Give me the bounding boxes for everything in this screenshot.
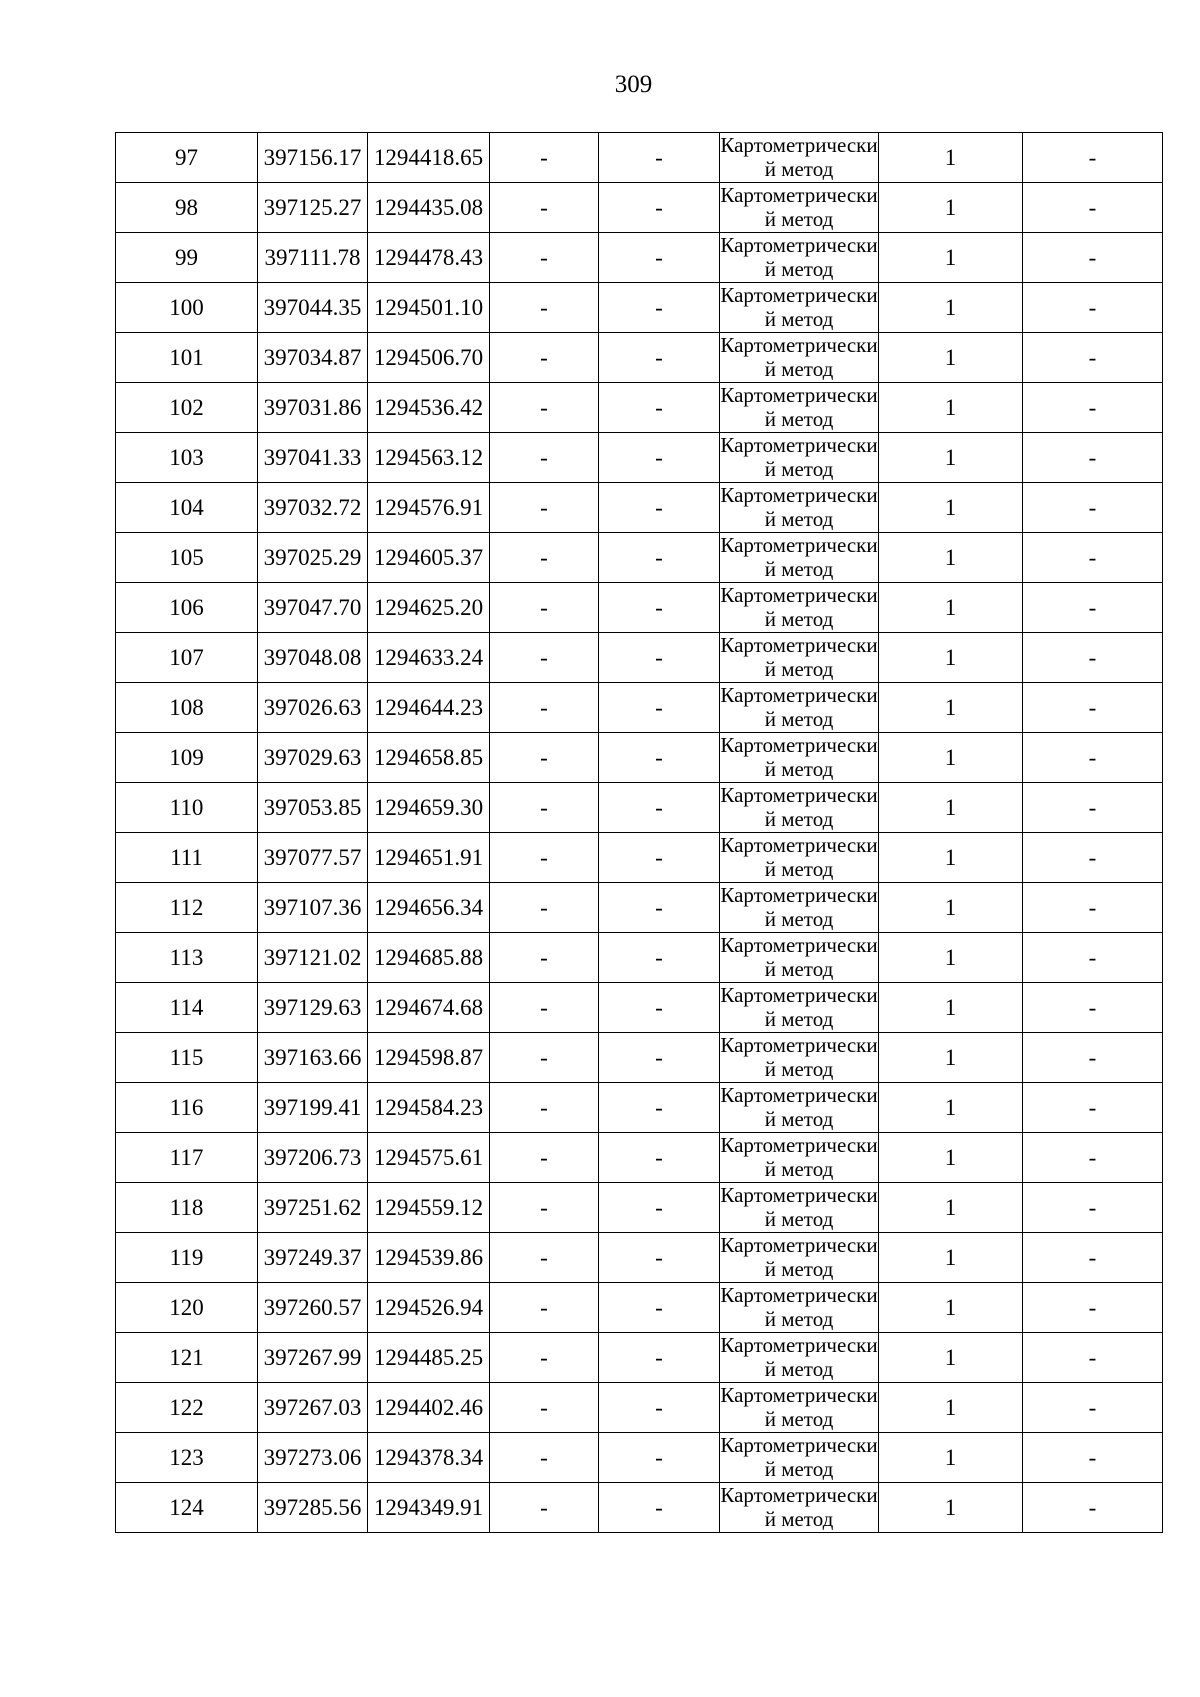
point-number-cell: 97 [116, 133, 258, 183]
column-8-cell: - [1023, 1083, 1163, 1133]
point-number-cell: 115 [116, 1033, 258, 1083]
table-row [116, 783, 1163, 833]
column-5-cell: - [599, 283, 720, 333]
method-cell: Картометрический метод [720, 333, 878, 381]
table-row [116, 1433, 1163, 1483]
point-number-cell: 114 [116, 983, 258, 1033]
column-4-cell: - [490, 183, 599, 233]
column-5-cell: - [599, 533, 720, 583]
method-cell: Картометрический метод [720, 583, 878, 631]
column-4-cell: - [490, 383, 599, 433]
column-4-cell: - [490, 1183, 599, 1233]
y-coordinate-cell: 1294349.91 [368, 1483, 490, 1533]
method-cell: Картометрический метод [720, 1233, 878, 1281]
column-4-cell: - [490, 583, 599, 633]
point-number-cell: 110 [116, 783, 258, 833]
column-4-cell: - [490, 733, 599, 783]
point-number-cell: 98 [116, 183, 258, 233]
column-7-cell: 1 [879, 1333, 1023, 1383]
x-coordinate-cell: 397053.85 [258, 783, 368, 833]
x-coordinate-cell: 397111.78 [258, 233, 368, 283]
y-coordinate-cell: 1294536.42 [368, 383, 490, 433]
point-number-cell: 111 [116, 833, 258, 883]
column-7-cell: 1 [879, 183, 1023, 233]
method-cell: Картометрический метод [720, 1283, 878, 1331]
point-number-cell: 118 [116, 1183, 258, 1233]
column-4-cell: - [490, 1283, 599, 1333]
column-8-cell: - [1023, 1033, 1163, 1083]
y-coordinate-cell: 1294402.46 [368, 1383, 490, 1433]
column-7-cell: 1 [879, 1083, 1023, 1133]
column-7-cell: 1 [879, 433, 1023, 483]
x-coordinate-cell: 397032.72 [258, 483, 368, 533]
method-cell: Картометрический метод [720, 1183, 878, 1231]
x-coordinate-cell: 397048.08 [258, 633, 368, 683]
point-number-cell: 116 [116, 1083, 258, 1133]
column-7-cell: 1 [879, 283, 1023, 333]
table-row [116, 133, 1163, 183]
column-8-cell: - [1023, 283, 1163, 333]
column-4-cell: - [490, 1333, 599, 1383]
method-cell: Картометрический метод [720, 833, 878, 881]
column-5-cell: - [599, 1083, 720, 1133]
column-8-cell: - [1023, 783, 1163, 833]
y-coordinate-cell: 1294478.43 [368, 233, 490, 283]
table-row [116, 1033, 1163, 1083]
x-coordinate-cell: 397125.27 [258, 183, 368, 233]
table-row [116, 433, 1163, 483]
x-coordinate-cell: 397026.63 [258, 683, 368, 733]
table-row [116, 483, 1163, 533]
column-7-cell: 1 [879, 1233, 1023, 1283]
y-coordinate-cell: 1294526.94 [368, 1283, 490, 1333]
x-coordinate-cell: 397267.99 [258, 1333, 368, 1383]
column-5-cell: - [599, 333, 720, 383]
method-cell: Картометрический метод [720, 933, 878, 981]
x-coordinate-cell: 397031.86 [258, 383, 368, 433]
point-number-cell: 121 [116, 1333, 258, 1383]
column-7-cell: 1 [879, 833, 1023, 883]
method-cell: Картометрический метод [720, 783, 878, 831]
column-4-cell: - [490, 333, 599, 383]
y-coordinate-cell: 1294685.88 [368, 933, 490, 983]
point-number-cell: 101 [116, 333, 258, 383]
column-7-cell: 1 [879, 733, 1023, 783]
column-5-cell: - [599, 1183, 720, 1233]
x-coordinate-cell: 397034.87 [258, 333, 368, 383]
x-coordinate-cell: 397044.35 [258, 283, 368, 333]
coordinates-table [115, 132, 1163, 1533]
column-7-cell: 1 [879, 583, 1023, 633]
y-coordinate-cell: 1294656.34 [368, 883, 490, 933]
column-5-cell: - [599, 783, 720, 833]
x-coordinate-cell: 397129.63 [258, 983, 368, 1033]
method-cell: Картометрический метод [720, 1033, 878, 1081]
column-5-cell: - [599, 833, 720, 883]
column-4-cell: - [490, 233, 599, 283]
column-5-cell: - [599, 1283, 720, 1333]
method-cell: Картометрический метод [720, 1083, 878, 1131]
coordinates-table-body [116, 133, 1163, 1533]
point-number-cell: 106 [116, 583, 258, 633]
y-coordinate-cell: 1294539.86 [368, 1233, 490, 1283]
table-row [116, 1483, 1163, 1533]
point-number-cell: 123 [116, 1433, 258, 1483]
column-7-cell: 1 [879, 483, 1023, 533]
method-cell: Картометрический метод [720, 883, 878, 931]
y-coordinate-cell: 1294584.23 [368, 1083, 490, 1133]
method-cell: Картометрический метод [720, 1383, 878, 1431]
column-4-cell: - [490, 1033, 599, 1083]
method-cell: Картометрический метод [720, 1433, 878, 1481]
column-7-cell: 1 [879, 1183, 1023, 1233]
column-7-cell: 1 [879, 533, 1023, 583]
column-8-cell: - [1023, 733, 1163, 783]
x-coordinate-cell: 397077.57 [258, 833, 368, 883]
point-number-cell: 120 [116, 1283, 258, 1333]
column-5-cell: - [599, 733, 720, 783]
point-number-cell: 122 [116, 1383, 258, 1433]
column-5-cell: - [599, 1383, 720, 1433]
point-number-cell: 124 [116, 1483, 258, 1533]
table-row [116, 983, 1163, 1033]
column-7-cell: 1 [879, 383, 1023, 433]
column-5-cell: - [599, 583, 720, 633]
table-row [116, 1383, 1163, 1433]
y-coordinate-cell: 1294559.12 [368, 1183, 490, 1233]
y-coordinate-cell: 1294674.68 [368, 983, 490, 1033]
column-5-cell: - [599, 183, 720, 233]
column-8-cell: - [1023, 583, 1163, 633]
column-8-cell: - [1023, 1383, 1163, 1433]
method-cell: Картометрический метод [720, 133, 878, 181]
x-coordinate-cell: 397206.73 [258, 1133, 368, 1183]
column-4-cell: - [490, 133, 599, 183]
column-8-cell: - [1023, 383, 1163, 433]
column-7-cell: 1 [879, 1383, 1023, 1433]
column-8-cell: - [1023, 333, 1163, 383]
column-4-cell: - [490, 683, 599, 733]
x-coordinate-cell: 397025.29 [258, 533, 368, 583]
column-7-cell: 1 [879, 1033, 1023, 1083]
column-8-cell: - [1023, 883, 1163, 933]
column-5-cell: - [599, 133, 720, 183]
y-coordinate-cell: 1294651.91 [368, 833, 490, 883]
column-8-cell: - [1023, 633, 1163, 683]
method-cell: Картометрический метод [720, 483, 878, 531]
x-coordinate-cell: 397199.41 [258, 1083, 368, 1133]
column-4-cell: - [490, 533, 599, 583]
column-7-cell: 1 [879, 683, 1023, 733]
point-number-cell: 104 [116, 483, 258, 533]
y-coordinate-cell: 1294625.20 [368, 583, 490, 633]
column-5-cell: - [599, 1033, 720, 1083]
column-7-cell: 1 [879, 333, 1023, 383]
x-coordinate-cell: 397029.63 [258, 733, 368, 783]
table-row [116, 583, 1163, 633]
point-number-cell: 107 [116, 633, 258, 683]
column-8-cell: - [1023, 1283, 1163, 1333]
y-coordinate-cell: 1294485.25 [368, 1333, 490, 1383]
method-cell: Картометрический метод [720, 1333, 878, 1381]
table-row [116, 883, 1163, 933]
column-8-cell: - [1023, 183, 1163, 233]
column-4-cell: - [490, 1483, 599, 1533]
column-8-cell: - [1023, 833, 1163, 883]
column-4-cell: - [490, 483, 599, 533]
point-number-cell: 119 [116, 1233, 258, 1283]
y-coordinate-cell: 1294605.37 [368, 533, 490, 583]
point-number-cell: 113 [116, 933, 258, 983]
column-7-cell: 1 [879, 1283, 1023, 1333]
column-5-cell: - [599, 383, 720, 433]
y-coordinate-cell: 1294506.70 [368, 333, 490, 383]
x-coordinate-cell: 397251.62 [258, 1183, 368, 1233]
method-cell: Картометрический метод [720, 233, 878, 281]
y-coordinate-cell: 1294418.65 [368, 133, 490, 183]
column-7-cell: 1 [879, 633, 1023, 683]
column-8-cell: - [1023, 1233, 1163, 1283]
method-cell: Картометрический метод [720, 983, 878, 1031]
column-4-cell: - [490, 883, 599, 933]
table-row [116, 1233, 1163, 1283]
table-row [116, 633, 1163, 683]
x-coordinate-cell: 397107.36 [258, 883, 368, 933]
column-8-cell: - [1023, 1433, 1163, 1483]
table-row [116, 233, 1163, 283]
x-coordinate-cell: 397260.57 [258, 1283, 368, 1333]
method-cell: Картометрический метод [720, 283, 878, 331]
table-row [116, 933, 1163, 983]
x-coordinate-cell: 397249.37 [258, 1233, 368, 1283]
table-row [116, 1183, 1163, 1233]
column-5-cell: - [599, 1433, 720, 1483]
column-5-cell: - [599, 1483, 720, 1533]
table-row [116, 533, 1163, 583]
column-4-cell: - [490, 1233, 599, 1283]
column-5-cell: - [599, 483, 720, 533]
y-coordinate-cell: 1294563.12 [368, 433, 490, 483]
point-number-cell: 99 [116, 233, 258, 283]
column-4-cell: - [490, 1433, 599, 1483]
table-row [116, 733, 1163, 783]
column-8-cell: - [1023, 483, 1163, 533]
table-row [116, 1083, 1163, 1133]
column-8-cell: - [1023, 133, 1163, 183]
method-cell: Картометрический метод [720, 183, 878, 231]
column-8-cell: - [1023, 1333, 1163, 1383]
y-coordinate-cell: 1294633.24 [368, 633, 490, 683]
column-7-cell: 1 [879, 233, 1023, 283]
column-4-cell: - [490, 283, 599, 333]
column-4-cell: - [490, 1383, 599, 1433]
point-number-cell: 105 [116, 533, 258, 583]
column-7-cell: 1 [879, 783, 1023, 833]
table-row [116, 833, 1163, 883]
point-number-cell: 109 [116, 733, 258, 783]
page-number: 309 [614, 71, 653, 98]
method-cell: Картометрический метод [720, 633, 878, 681]
column-8-cell: - [1023, 533, 1163, 583]
table-row [116, 383, 1163, 433]
column-8-cell: - [1023, 233, 1163, 283]
point-number-cell: 108 [116, 683, 258, 733]
column-7-cell: 1 [879, 983, 1023, 1033]
x-coordinate-cell: 397163.66 [258, 1033, 368, 1083]
column-4-cell: - [490, 933, 599, 983]
method-cell: Картометрический метод [720, 1483, 878, 1531]
column-5-cell: - [599, 433, 720, 483]
method-cell: Картометрический метод [720, 733, 878, 781]
x-coordinate-cell: 397121.02 [258, 933, 368, 983]
column-8-cell: - [1023, 1183, 1163, 1233]
y-coordinate-cell: 1294576.91 [368, 483, 490, 533]
point-number-cell: 103 [116, 433, 258, 483]
x-coordinate-cell: 397267.03 [258, 1383, 368, 1433]
column-8-cell: - [1023, 1483, 1163, 1533]
column-5-cell: - [599, 883, 720, 933]
y-coordinate-cell: 1294575.61 [368, 1133, 490, 1183]
x-coordinate-cell: 397041.33 [258, 433, 368, 483]
y-coordinate-cell: 1294435.08 [368, 183, 490, 233]
column-8-cell: - [1023, 683, 1163, 733]
column-5-cell: - [599, 1333, 720, 1383]
column-8-cell: - [1023, 433, 1163, 483]
table-row [116, 333, 1163, 383]
x-coordinate-cell: 397047.70 [258, 583, 368, 633]
method-cell: Картометрический метод [720, 1133, 878, 1181]
table-row [116, 1283, 1163, 1333]
table-row [116, 283, 1163, 333]
column-8-cell: - [1023, 933, 1163, 983]
point-number-cell: 100 [116, 283, 258, 333]
column-7-cell: 1 [879, 883, 1023, 933]
column-4-cell: - [490, 1083, 599, 1133]
column-4-cell: - [490, 633, 599, 683]
table-row [116, 683, 1163, 733]
method-cell: Картометрический метод [720, 433, 878, 481]
column-5-cell: - [599, 1133, 720, 1183]
column-4-cell: - [490, 833, 599, 883]
column-5-cell: - [599, 933, 720, 983]
column-4-cell: - [490, 983, 599, 1033]
x-coordinate-cell: 397273.06 [258, 1433, 368, 1483]
column-7-cell: 1 [879, 1133, 1023, 1183]
column-5-cell: - [599, 683, 720, 733]
y-coordinate-cell: 1294598.87 [368, 1033, 490, 1083]
column-4-cell: - [490, 783, 599, 833]
method-cell: Картометрический метод [720, 533, 878, 581]
column-5-cell: - [599, 1233, 720, 1283]
column-8-cell: - [1023, 1133, 1163, 1183]
column-8-cell: - [1023, 983, 1163, 1033]
point-number-cell: 102 [116, 383, 258, 433]
column-7-cell: 1 [879, 1483, 1023, 1533]
y-coordinate-cell: 1294378.34 [368, 1433, 490, 1483]
point-number-cell: 112 [116, 883, 258, 933]
table-row [116, 1333, 1163, 1383]
column-7-cell: 1 [879, 933, 1023, 983]
column-5-cell: - [599, 233, 720, 283]
y-coordinate-cell: 1294644.23 [368, 683, 490, 733]
point-number-cell: 117 [116, 1133, 258, 1183]
column-7-cell: 1 [879, 1433, 1023, 1483]
method-cell: Картометрический метод [720, 683, 878, 731]
column-5-cell: - [599, 633, 720, 683]
x-coordinate-cell: 397285.56 [258, 1483, 368, 1533]
column-4-cell: - [490, 433, 599, 483]
y-coordinate-cell: 1294659.30 [368, 783, 490, 833]
table-row [116, 183, 1163, 233]
x-coordinate-cell: 397156.17 [258, 133, 368, 183]
table-row [116, 1133, 1163, 1183]
column-7-cell: 1 [879, 133, 1023, 183]
method-cell: Картометрический метод [720, 383, 878, 431]
column-5-cell: - [599, 983, 720, 1033]
y-coordinate-cell: 1294501.10 [368, 283, 490, 333]
y-coordinate-cell: 1294658.85 [368, 733, 490, 783]
column-4-cell: - [490, 1133, 599, 1183]
